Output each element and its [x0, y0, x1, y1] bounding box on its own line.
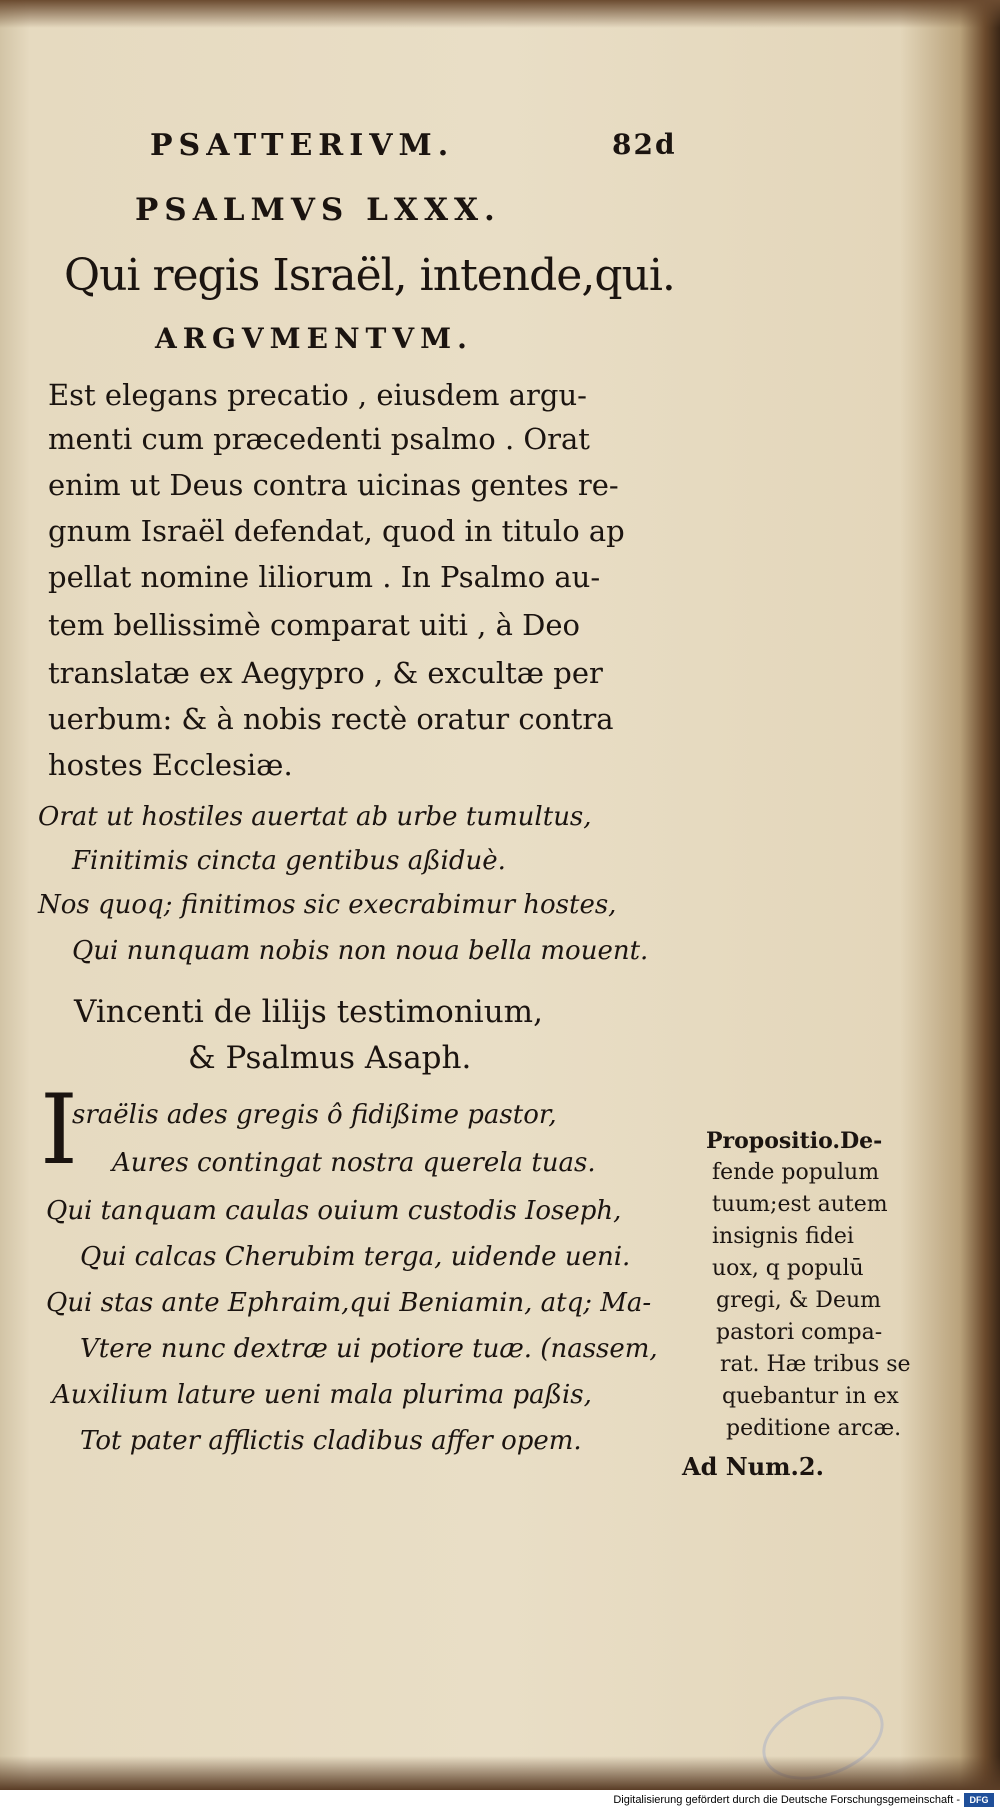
argument-line: enim ut Deus contra uicinas gentes re-	[48, 468, 619, 502]
margin-note-line: tuum;est autem	[712, 1192, 888, 1217]
verse-line: Qui tanquam caulas ouium custodis Ioseph,	[46, 1196, 622, 1226]
argument-line: tem bellissimè comparat uiti , à Deo	[48, 608, 580, 642]
epigram-line: Nos quoq; finitimos sic execrabimur hostes,	[38, 890, 617, 920]
running-title: PSATTERIVM.	[150, 128, 455, 163]
verse-line: sraëlis ades gregis ô fidißime pastor,	[72, 1100, 557, 1130]
margin-note-line: Propositio.De-	[706, 1128, 883, 1154]
argument-line: translatæ ex Aegypro , & excultæ per	[48, 656, 603, 690]
epigram-line: Finitimis cincta gentibus aßiduè.	[72, 846, 506, 876]
footer-bar	[0, 1790, 1000, 1810]
margin-note-line: peditione arcæ.	[726, 1416, 902, 1441]
verse-line: Auxilium lature ueni mala plurima paßis,	[52, 1380, 592, 1410]
margin-note-line: insignis fidei	[712, 1224, 854, 1249]
argument-line: Est elegans precatio , eiusdem argu-	[48, 378, 587, 412]
footer-credit: Digitalisierung gefördert durch die Deutsche Forschungsgemeinschaft -	[613, 1794, 960, 1806]
argument-line: pellat nomine liliorum . In Psalmo au-	[48, 560, 601, 594]
argument-line: uerbum: & à nobis rectè oratur contra	[48, 702, 614, 736]
epigram-line: Orat ut hostiles auertat ab urbe tumultus,	[38, 802, 592, 832]
argument-line: gnum Israël defendat, quod in titulo ap	[48, 514, 625, 548]
verse-line: Vtere nunc dextræ ui potiore tuæ. (nassem,	[80, 1334, 658, 1364]
argument-line: menti cum præcedenti psalmo . Orat	[48, 422, 590, 456]
argument-heading: ARGVMENTVM.	[155, 322, 473, 355]
verse-line: Tot pater afflictis cladibus affer opem.	[80, 1426, 582, 1456]
margin-note-line: fende populum	[712, 1160, 880, 1185]
argument-line: hostes Ecclesiæ.	[48, 748, 293, 782]
margin-note-line: quebantur in ex	[722, 1384, 899, 1409]
margin-note-line: gregi, & Deum	[716, 1288, 881, 1313]
margin-note-line: uox, q populū	[712, 1256, 864, 1281]
margin-note-line: pastori compa-	[716, 1320, 883, 1345]
epigram-line: Qui nunquam nobis non noua bella mouent.	[72, 936, 649, 966]
page-number: 82d	[612, 128, 677, 161]
psalm-heading: PSALMVS LXXX.	[135, 192, 501, 228]
subtitle-line: Vincenti de lilijs testimonium,	[74, 994, 543, 1030]
incipit: Qui regis Israël, intende,qui.	[64, 250, 675, 301]
verse-line: Qui calcas Cherubim terga, uidende ueni.	[80, 1242, 631, 1272]
drop-initial: I	[40, 1074, 78, 1186]
margin-note-line: Ad Num.2.	[682, 1452, 824, 1481]
magnifier-reflection	[751, 1681, 895, 1796]
dfg-logo-icon: DFG	[964, 1793, 994, 1807]
verse-line: Aures contingat nostra querela tuas.	[112, 1148, 596, 1178]
margin-note-line: rat. Hæ tribus se	[720, 1352, 911, 1377]
verse-line: Qui stas ante Ephraim,qui Beniamin, atq; Ma-	[46, 1288, 652, 1318]
subtitle-line: & Psalmus Asaph.	[188, 1040, 472, 1076]
